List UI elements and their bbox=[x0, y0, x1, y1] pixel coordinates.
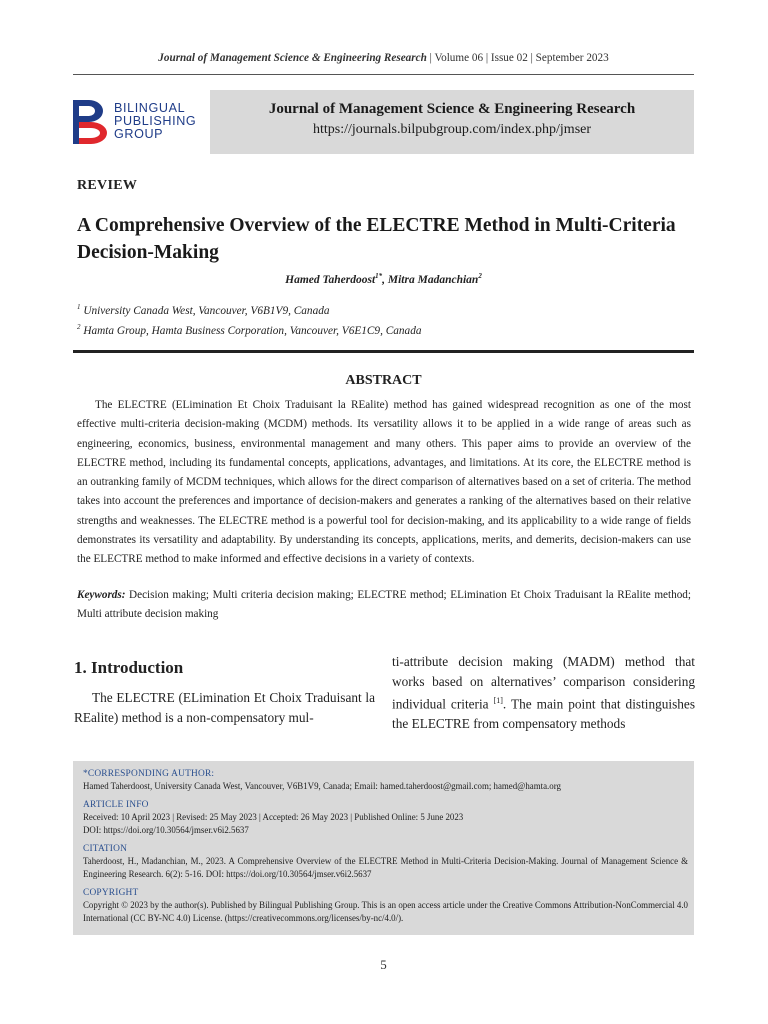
journal-title: Journal of Management Science & Engineering Research bbox=[268, 101, 636, 117]
running-head bbox=[73, 52, 694, 64]
article-info-box bbox=[73, 761, 694, 935]
affiliation-1 bbox=[77, 303, 330, 317]
publisher-logo-mark bbox=[73, 100, 109, 144]
corresponding-author-text: Hamed Taherdoost, University Canada West, Vancouver, V6B1V9, Canada; Email: hamed.taherdoost@gmail.com; hamed@hamta.org bbox=[83, 781, 561, 792]
journal-url[interactable]: https://journals.bilpubgroup.com/index.php/jmser bbox=[312, 122, 592, 137]
running-head-issue: | Volume 06 | Issue 02 | September 2023 bbox=[426, 52, 609, 64]
citation-text: Taherdoost, H., Madanchian, M., 2023. A Comprehensive Overview of the ELECTRE Method in Multi-Criteria Decision-Making. Journal of Management Science & Engineering Research. 6(2): 5-16. DOI: https://doi.org/10.30564/jmser.v6i2.5637 bbox=[83, 856, 688, 879]
author-1: Hamed Taherdoost bbox=[285, 273, 376, 286]
author-2-affil: 2 bbox=[478, 272, 482, 280]
logo-line-1: BILINGUAL bbox=[114, 101, 186, 115]
page-number: 5 bbox=[380, 957, 387, 972]
publisher-logo bbox=[73, 97, 213, 147]
intro-right-column bbox=[392, 652, 695, 733]
abstract-body bbox=[77, 396, 691, 570]
journal-banner bbox=[210, 90, 694, 154]
corresponding-author-block bbox=[83, 768, 688, 793]
article-info-label: ARTICLE INFO bbox=[83, 800, 149, 810]
affiliation-2 bbox=[77, 323, 422, 337]
article-type: REVIEW bbox=[77, 178, 138, 193]
corresponding-author-label: *CORRESPONDING AUTHOR: bbox=[83, 769, 215, 779]
article-info-block bbox=[83, 799, 688, 836]
keywords-text: Decision making; Multi criteria decision making; ELECTRE method; ELimination Et Choix Traduisant la REalite method; Multi attribute decision making bbox=[77, 589, 691, 621]
affiliation-1-num: 1 bbox=[77, 303, 81, 311]
copyright-block bbox=[83, 887, 688, 924]
abstract-heading: ABSTRACT bbox=[345, 373, 422, 388]
article-doi[interactable]: DOI: https://doi.org/10.30564/jmser.v6i2.5637 bbox=[83, 824, 249, 835]
article-dates: Received: 10 April 2023 | Revised: 25 May 2023 | Accepted: 26 May 2023 | Published Online: 5 June 2023 bbox=[83, 812, 464, 823]
citation-ref[interactable]: [1] bbox=[493, 696, 503, 705]
affiliation-2-text: Hamta Group, Hamta Business Corporation, Vancouver, V6E1C9, Canada bbox=[83, 324, 422, 337]
copyright-text: Copyright © 2023 by the author(s). Published by Bilingual Publishing Group. This is an open access article under the Creative Commons Attribution-NonCommercial 4.0 International (CC BY-NC 4.0) License. (https://creativecommons.org/licenses/by-nc/4.0/). bbox=[83, 900, 688, 923]
keywords bbox=[77, 586, 691, 625]
logo-line-2: PUBLISHING bbox=[114, 114, 197, 128]
affiliation-1-text: University Canada West, Vancouver, V6B1V9, Canada bbox=[83, 304, 330, 317]
citation-block bbox=[83, 843, 688, 880]
author-2: Mitra Madanchian bbox=[387, 273, 479, 286]
title-divider bbox=[73, 350, 694, 353]
copyright-label: COPYRIGHT bbox=[83, 888, 139, 898]
author-list bbox=[73, 272, 694, 286]
author-separator: , bbox=[382, 273, 388, 286]
section-heading-introduction: 1. Introduction bbox=[74, 658, 184, 677]
header-divider bbox=[73, 74, 694, 75]
citation-label: CITATION bbox=[83, 844, 128, 854]
author-1-affil: 1* bbox=[375, 272, 383, 280]
abstract-text: The ELECTRE (ELimination Et Choix Traduisant la REalite) method has gained widespread recognition as one of the most effective multi-criteria decision-making (MCDM) methods. Its versatility allows it to be applied in a wide range of areas such as engineering, economics, business, environmental management and many others. This paper aims to provide an overview of the ELECTRE method, including its fundamental concepts, applications, advantages, and limitations. At its core, the ELECTRE method is an outranking family of MCDM techniques, which allows for the direct comparison of alternatives based on a set of criteria. The method takes into account the preferences and importance of decision-makers and generates a ranking of the alternatives based on their relative strengths and weaknesses. The ELECTRE method is a powerful tool for decision-making, and its applicability to a wide range of fields demonstrates its versatility and adaptability. By understanding its concepts, applications, merits, and demerits, decision-makers can use the ELECTRE method to make informed and effective decisions in a variety of contexts. bbox=[77, 399, 691, 566]
keywords-label: Keywords: bbox=[77, 589, 126, 601]
article-title: A Comprehensive Overview of the ELECTRE Method in Multi-Criteria Decision-Making bbox=[77, 215, 676, 263]
intro-right-text-a: ti-attribute decision making (MADM) method that works based on alternatives’ comparison considering individual criteria bbox=[392, 654, 695, 712]
affiliation-2-num: 2 bbox=[77, 323, 81, 331]
intro-left-text: The ELECTRE (ELimination Et Choix Traduisant la REalite) method is a non-compensatory mul- bbox=[74, 690, 375, 725]
intro-left-column bbox=[74, 688, 375, 727]
running-head-journal: Journal of Management Science & Engineering Research bbox=[158, 52, 427, 64]
logo-line-3: GROUP bbox=[114, 127, 164, 141]
intro-right-text-b: . The main point that distinguishes the ELECTRE from compensatory methods bbox=[392, 696, 695, 731]
